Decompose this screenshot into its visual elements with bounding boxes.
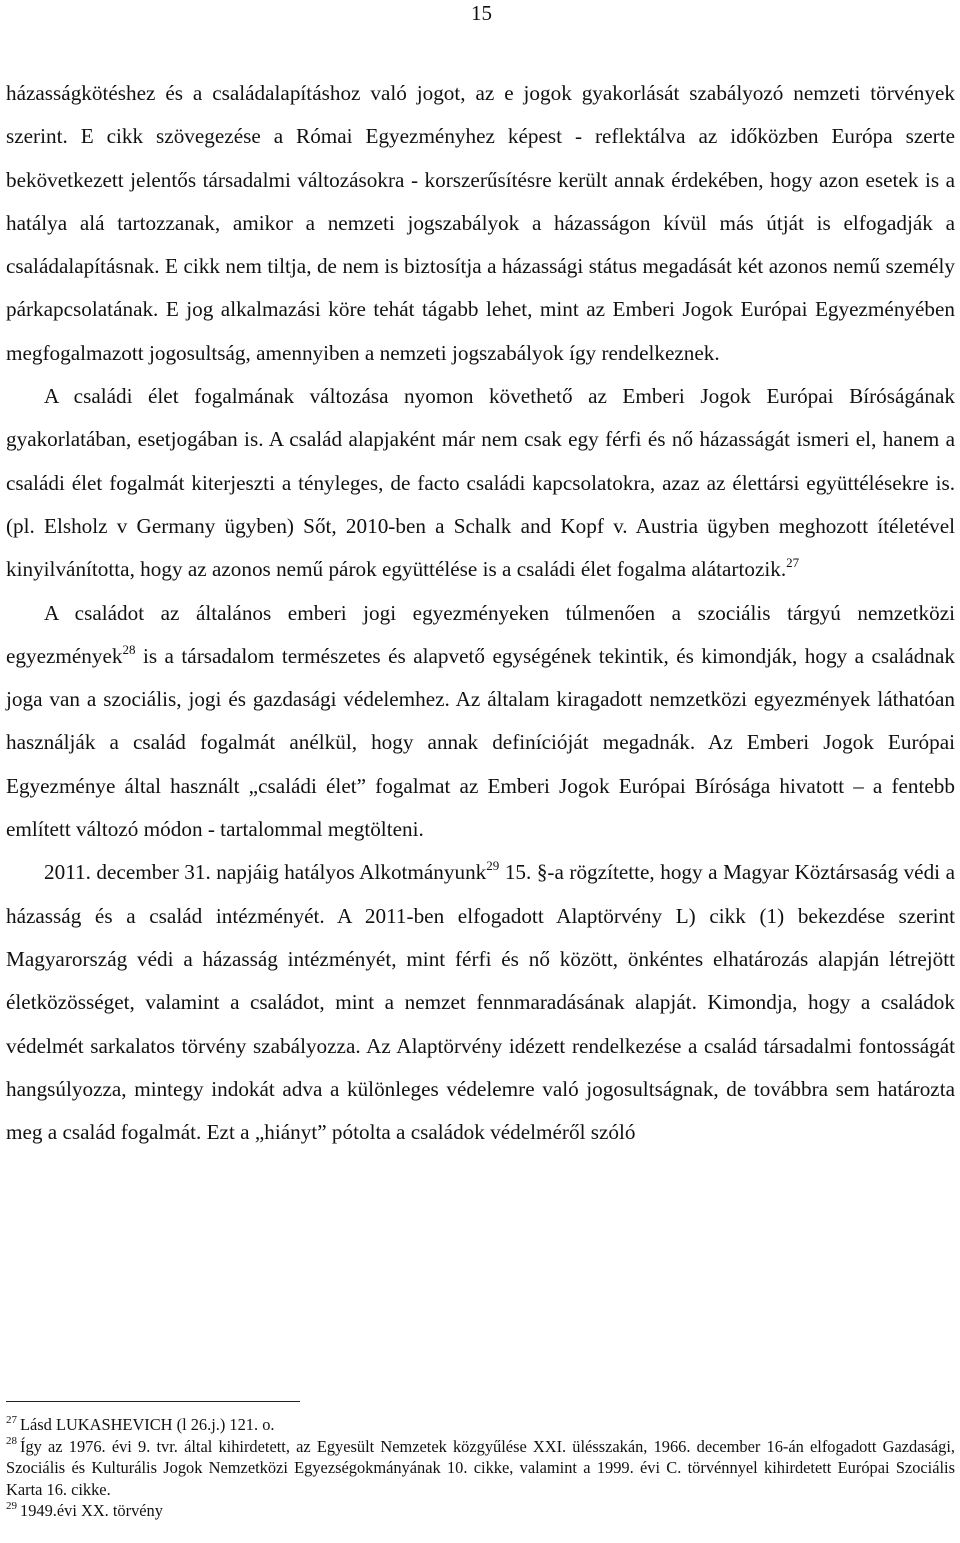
paragraph-text: is a társadalom természetes és alapvető egységének tekintik, és kimondják, hogy a családnak joga van a szociális, jogi és gazdasági védelemhez. Az általam kiragadott nemzetközi egyezmények láthatóan használják a család fogalmát anélkül, hogy annak definícióját megadnák. Az Emberi Jogok Európai Egyezménye által használt „családi élet” fogalmat az Emberi Jogok Európai Bírósága hivatott – a fentebb említett változó módon - tartalommal megtölteni. (6, 643, 955, 842)
body-text (6, 72, 955, 1154)
footnote (6, 1436, 955, 1501)
footnote-number: 29 (6, 1499, 17, 1512)
footnotes (6, 1414, 955, 1522)
paragraph (6, 72, 955, 375)
footnote-number: 27 (6, 1413, 17, 1426)
page-number-header (0, 0, 960, 26)
footnote-reference: 27 (786, 555, 800, 571)
paragraph (6, 851, 955, 1154)
paragraph (6, 592, 955, 852)
footnote-text: Így az 1976. évi 9. tvr. által kihirdetett, az Egyesült Nemzetek közgyűlése XXI. ülésszakán, 1966. december 16-án elfogadott Gazdasági, Szociális és Kulturális Jogok Nemzetközi Egyezségokmányának 10. cikke, valamint a 1999. évi C. törvénnyel kihirdetett Európai Szociális Karta 16. cikke. (6, 1436, 955, 1499)
paragraph-text: A családot az általános emberi jogi egyezményeken túlmenően a szociális tárgyú nemzetközi egyezmények (6, 600, 955, 668)
footnote-reference: 28 (122, 641, 136, 657)
paragraph-text: 15. §-a rögzítette, hogy a Magyar Köztársaság védi a házasság és a család intézményét. A 2011-ben elfogadott Alaptörvény L) cikk (1) bekezdése szerint Magyarország védi a házasság intézményét, mint férfi és nő között, önkéntes elhatározás alapján létrejött életközösséget, valamint a családot, mint a nemzet fennmaradásának alapját. Kimondja, hogy a családok védelmét sarkalatos törvény szabályozza. Az Alaptörvény idézett rendelkezése a család társadalmi fontosságát hangsúlyozza, mintegy indokát adva a különleges védelemre való jogosultságnak, de továbbra sem határozta meg a család fogalmát. Ezt a „hiányt” pótolta a családok védelméről szóló (6, 860, 955, 1145)
footnote-divider (6, 1401, 300, 1402)
paragraph-text: házasságkötéshez és a családalapításhoz való jogot, az e jogok gyakorlását szabályozó nemzeti törvények szerint. E cikk szövegezése a Római Egyezményhez képest - reflektálva az időközben Európa szerte bekövetkezett jelentős társadalmi változásokra - korszerűsítésre került annak érdekében, hogy azon esetek is a hatálya alá tartozzanak, amikor a nemzeti jogszabályok a házasságon kívül más útját is elfogadják a családalapításnak. E cikk nem tiltja, de nem is biztosítja a házassági státus megadását két azonos nemű személy párkapcsolatának. E jog alkalmazási köre tehát tágabb lehet, mint az Emberi Jogok Európai Egyezményében megfogalmazott jogosultság, amennyiben a nemzeti jogszabályok így rendelkeznek. (6, 81, 955, 365)
paragraph-text: A családi élet fogalmának változása nyomon követhető az Emberi Jogok Európai Bíróságának gyakorlatában, esetjogában is. A család alapjaként már nem csak egy férfi és nő házasságát ismeri el, hanem a családi élet fogalmát kiterjeszti a tényleges, de facto családi kapcsolatokra, azaz az élettársi együttélésekre is. (pl. Elsholz v Germany ügyben) Sőt, 2010-ben a Schalk and Kopf v. Austria ügyben meghozott ítéletével kinyilvánította, hogy az azonos nemű párok együttélése is a családi élet fogalma alátartozik. (6, 384, 955, 582)
paragraph-text: 2011. december 31. napjáig hatályos Alkotmányunk (44, 860, 487, 885)
footnote (6, 1500, 955, 1522)
footnote-reference: 29 (486, 858, 500, 874)
footnote-number: 28 (6, 1435, 17, 1448)
footnote (6, 1414, 955, 1436)
footnote-text: 1949.évi XX. törvény (20, 1501, 163, 1521)
paragraph (6, 375, 955, 591)
page-number: 15 (471, 1, 492, 25)
footnote-text: Lásd LUKASHEVICH (l 26.j.) 121. o. (20, 1415, 275, 1434)
